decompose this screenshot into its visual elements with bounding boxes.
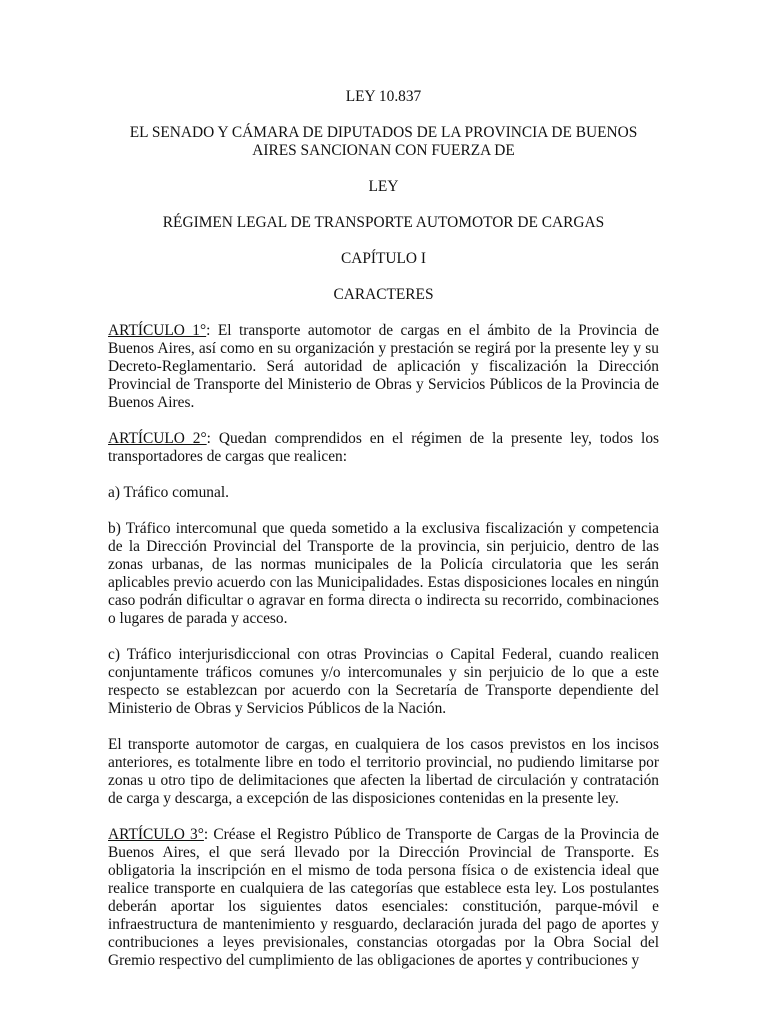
item-b: b) Tráfico intercomunal que queda sometido a la exclusiva fiscalización y competencia de la Dirección Provincial del Transporte de la provincia, sin perjuicio, dentro de las zonas urbanas, de las normas municipales de la Policía circulatoria que les serán aplicables previo acuerdo con las Municipalidades. Estas disposiciones locales en ningún caso podrán dificultar o agravar en forma directa o indirecta su recorrido, combinaciones o lugares de parada y acceso. xyxy=(108,520,659,627)
document-page xyxy=(108,88,659,988)
item-a: a) Tráfico comunal. xyxy=(108,484,229,501)
item-c: c) Tráfico interjurisdiccional con otras Provincias o Capital Federal, cuando realicen conjuntamente tráficos comunes y/o intercomunales y sin perjuicio de lo que a este respecto se establezcan por acuerdo con la Secretaría de Transporte dependiente del Ministerio de Obras y Servicios Públicos de la Nación. xyxy=(108,646,659,717)
regime-title: RÉGIMEN LEGAL DE TRANSPORTE AUTOMOTOR DE CARGAS xyxy=(162,214,605,231)
chapter-heading: CAPÍTULO I xyxy=(340,250,427,267)
article-1-text: : El transporte automotor de cargas en el ámbito de la Provincia de Buenos Aires, así como en su organización y prestación se regirá por la presente ley y su Decreto-Reglamentario. Será autoridad de aplicación y fiscalización la Dirección Provincial de Transporte del Ministerio de Obras y Servicios Públicos de la Provincia de Buenos Aires. xyxy=(108,322,659,411)
enactment-formula xyxy=(108,124,659,160)
enactment-line-1: EL SENADO Y CÁMARA DE DIPUTADOS DE LA PROVINCIA DE BUENOS xyxy=(129,124,638,141)
law-number: LEY 10.837 xyxy=(345,88,422,105)
article-2-label: ARTÍCULO 2° xyxy=(108,430,207,447)
article-2 xyxy=(108,430,659,466)
enactment-line-2: AIRES SANCIONAN CON FUERZA DE xyxy=(252,142,515,159)
chapter-title: CARACTERES xyxy=(333,286,434,303)
ley-heading: LEY xyxy=(368,178,399,195)
article-3-text: : Créase el Registro Público de Transporte de Cargas de la Provincia de Buenos Aires, el que será llevado por la Dirección Provincial de Transporte. Es obligatoria la inscripción en el mismo de toda persona física o de existencia ideal que realice transporte en cualquiera de las categorías que establece esta ley. Los postulantes deberán aportar los siguientes datos esenciales: constitución, parque-móvil e infraestructura de mantenimiento y resguardo, declaración jurada del pago de aportes y contribuciones a leyes previsionales, constancias otorgadas por la Obra Social del Gremio respectivo del cumplimiento de las obligaciones de aportes y contribuciones y xyxy=(108,826,659,969)
article-1 xyxy=(108,322,659,412)
article-1-label: ARTÍCULO 1° xyxy=(108,322,207,339)
paragraph-after-items: El transporte automotor de cargas, en cualquiera de los casos previstos en los incisos anteriores, es totalmente libre en todo el territorio provincial, no pudiendo limitarse por zonas u otro tipo de delimitaciones que afecten la libertad de circulación y contratación de carga y descarga, a excepción de las disposiciones contenidas en la presente ley. xyxy=(108,736,659,807)
article-3-label: ARTÍCULO 3° xyxy=(108,826,204,843)
article-2-text: : Quedan comprendidos en el régimen de la presente ley, todos los transportadores de cargas que realicen: xyxy=(108,430,660,465)
article-3 xyxy=(108,826,659,970)
